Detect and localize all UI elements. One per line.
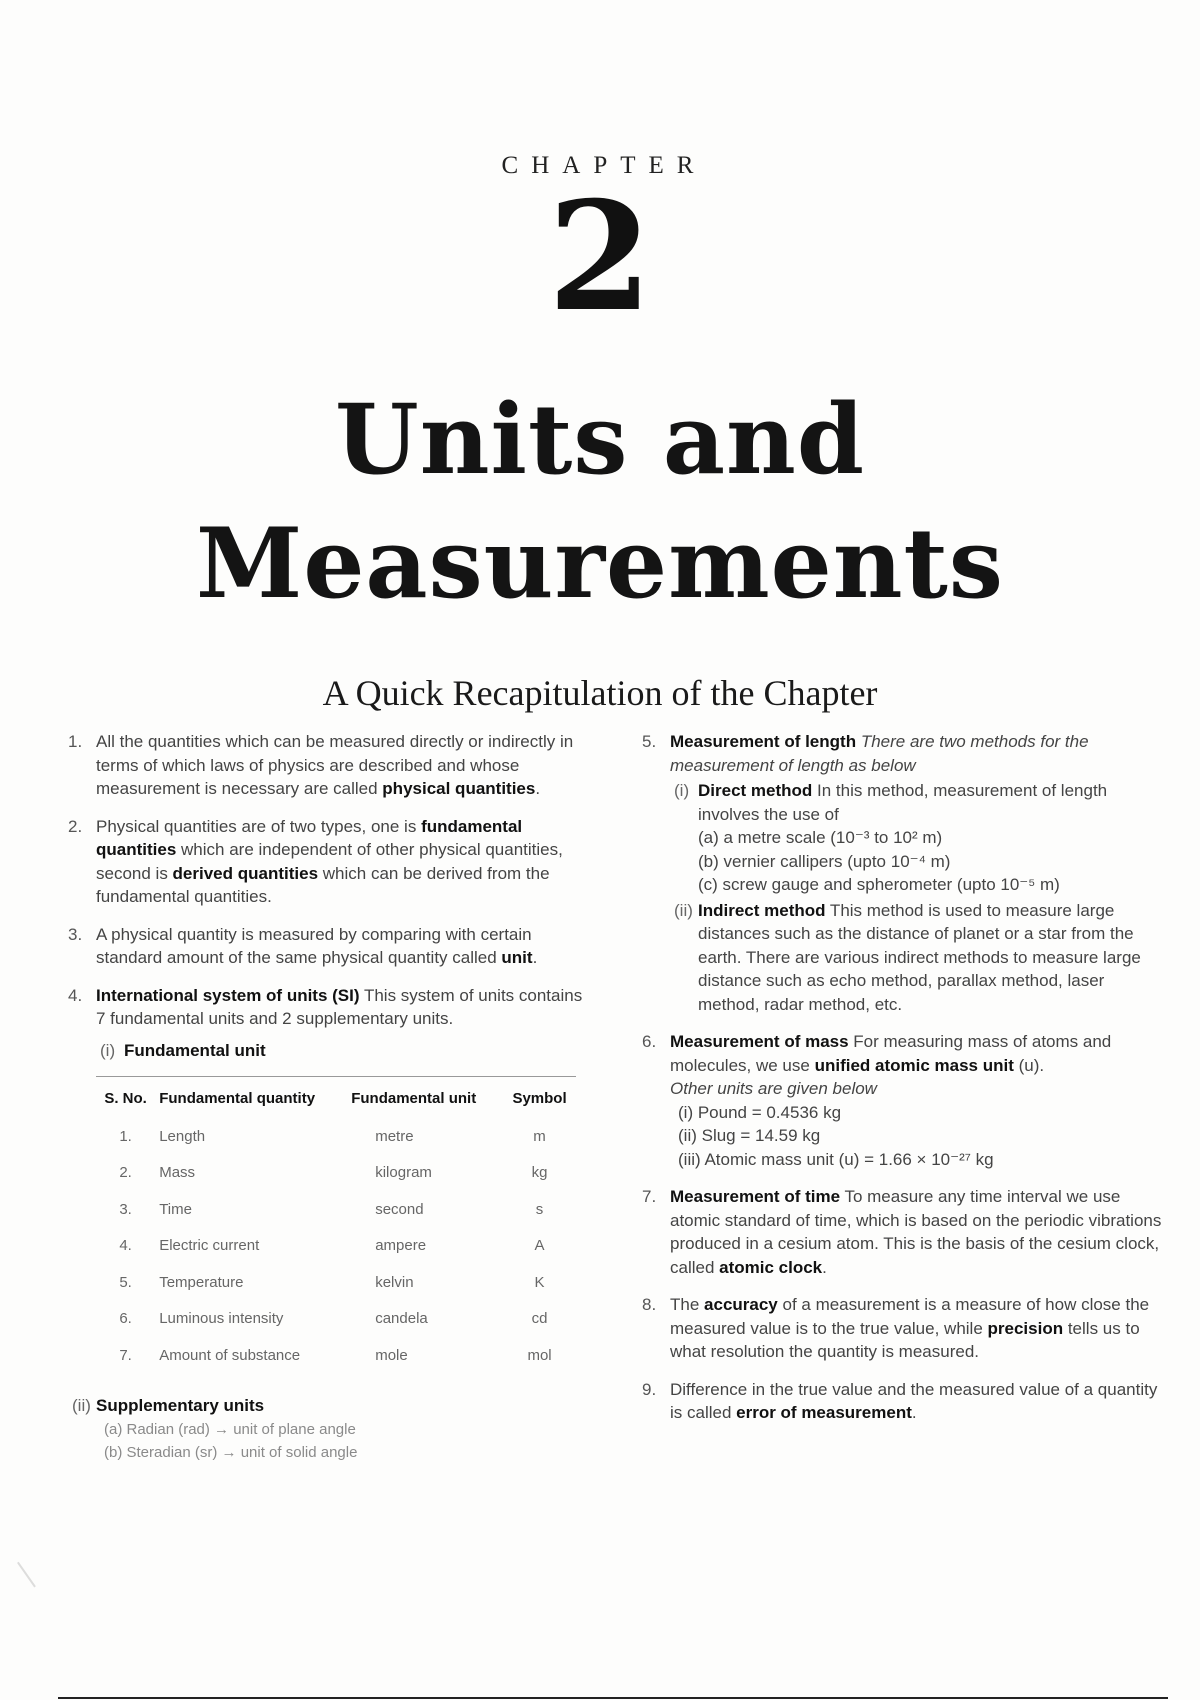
key-term: accuracy: [704, 1295, 778, 1314]
serial-number-cell: 5.: [119, 1273, 132, 1291]
scan-mark: [17, 1553, 49, 1588]
key-term: Measurement of time: [670, 1187, 841, 1206]
unit-cell: ampere: [375, 1237, 427, 1254]
point-text-end: .: [822, 1257, 827, 1277]
point-text: which are independent of other physical quantities, second is: [96, 840, 563, 883]
point-text: Other units are given below: [670, 1079, 877, 1098]
table-row: [96, 1301, 576, 1338]
point-number: 2.: [68, 816, 83, 836]
point-number: 5.: [642, 732, 657, 751]
supp-unit-b: (b) Steradian (sr) → unit of solid angle: [104, 1444, 358, 1461]
sub-numeral: (i): [674, 781, 690, 800]
serial-number-cell: 4.: [119, 1237, 132, 1254]
point-text: (u).: [1013, 1055, 1045, 1075]
column-header: S. No.: [104, 1090, 147, 1107]
sub-numeral: (i): [100, 1040, 116, 1060]
point-text-end: .: [911, 1403, 917, 1422]
point-text-end: .: [535, 779, 541, 798]
direct-method: [670, 779, 1167, 897]
point-text: This system of units contains 7 fundamental units and 2 supplementary units.: [96, 985, 583, 1028]
point-text: Physical quantities are of two types, one is: [96, 816, 422, 836]
point-4: [68, 984, 588, 1063]
unit-cell: metre: [375, 1127, 414, 1145]
quantity-cell: Length: [159, 1127, 206, 1145]
left-column: [68, 730, 588, 1465]
point-5: [642, 730, 1167, 1016]
sub-numeral: (ii): [674, 900, 693, 920]
serial-number-cell: 2.: [119, 1164, 132, 1181]
point-number: 3.: [68, 924, 83, 944]
serial-number-cell: 3.: [119, 1200, 132, 1218]
symbol-cell: kg: [531, 1164, 548, 1181]
fundamental-units-table: [96, 1076, 576, 1374]
quantity-cell: Electric current: [159, 1237, 260, 1254]
point-2: [68, 815, 588, 909]
unit-cell: kelvin: [375, 1273, 414, 1291]
unit-cell: mole: [375, 1346, 408, 1364]
key-term: error of measurement: [736, 1403, 912, 1422]
point-1: [68, 730, 588, 801]
point-text: of a measurement is a measure of how close the measured value is to the true value, while: [670, 1295, 1150, 1338]
point-text: The: [670, 1295, 705, 1314]
fundamental-unit-heading: [96, 1039, 588, 1063]
section-heading: A Quick Recapitulation of the Chapter: [322, 673, 878, 713]
key-term: precision: [987, 1318, 1064, 1338]
point-text: To measure any time interval we use atomic standard of time, which is based on the periodic vibrations produced in a cesium atom. This is the basis of the cesium clock, called: [670, 1187, 1162, 1277]
supplementary-units: [68, 1394, 588, 1465]
point-text: In this method, measurement of length involves the use of: [698, 781, 1108, 824]
key-term: Measurement of length: [670, 732, 857, 751]
table-row: [96, 1265, 576, 1302]
quantity-cell: Temperature: [159, 1273, 244, 1291]
symbol-cell: s: [535, 1200, 544, 1218]
chapter-number: 2: [547, 169, 653, 345]
key-term: unified atomic mass unit: [814, 1055, 1014, 1075]
point-number: 7.: [642, 1187, 657, 1206]
key-term: Measurement of mass: [670, 1032, 849, 1051]
mass-units: [670, 1101, 1167, 1172]
unit-cell: second: [375, 1200, 424, 1218]
key-term: International system of units (SI): [96, 985, 360, 1005]
serial-number-cell: 7.: [119, 1346, 132, 1364]
point-number: 9.: [642, 1379, 657, 1399]
serial-number-cell: 6.: [119, 1310, 132, 1327]
chapter-title-line1: Units and: [335, 383, 865, 496]
key-term: unit: [501, 948, 533, 967]
point-number: 6.: [642, 1032, 657, 1051]
column-header: Fundamental quantity: [159, 1090, 316, 1107]
key-term: atomic clock: [719, 1257, 823, 1277]
point-8: [642, 1293, 1167, 1364]
table-row: [96, 1228, 576, 1265]
symbol-cell: K: [534, 1273, 545, 1291]
serial-number-cell: 1.: [119, 1127, 132, 1145]
chapter-title: [0, 378, 1200, 626]
mass-unit: (i) Pound = 0.4536 kg: [678, 1102, 842, 1122]
table-header-row: [96, 1077, 576, 1119]
table-row: [96, 1119, 576, 1156]
symbol-cell: mol: [527, 1346, 552, 1364]
quantity-cell: Amount of substance: [159, 1346, 301, 1364]
point-text: Difference in the true value and the measured value of a quantity is called: [670, 1379, 1158, 1422]
table-row: [96, 1155, 576, 1192]
table-row: [96, 1192, 576, 1229]
sub-numeral: (ii): [72, 1396, 91, 1415]
key-term: derived quantities: [172, 863, 319, 883]
point-9: [642, 1378, 1167, 1425]
point-number: 8.: [642, 1295, 657, 1314]
footer-rule: [58, 1697, 1168, 1699]
column-header: Fundamental unit: [351, 1090, 477, 1107]
point-text: which can be derived from the fundamental quantities.: [96, 863, 550, 906]
point-number: 1.: [68, 732, 83, 751]
point-7: [642, 1185, 1167, 1279]
point-text: All the quantities which can be measured directly or indirectly in terms of which laws of physics are described and whose measurement is necessary are called: [96, 732, 574, 798]
symbol-cell: cd: [531, 1310, 548, 1327]
chapter-label: CHAPTER: [501, 152, 707, 179]
point-text: A physical quantity is measured by comparing with certain standard amount of the same physical quantity called: [96, 924, 532, 967]
key-term: Indirect method: [698, 900, 826, 920]
point-text-end: .: [532, 948, 538, 967]
chapter-title-line2: Measurements: [196, 507, 1004, 620]
supp-unit-a: (a) Radian (rad) → unit of plane angle: [104, 1420, 356, 1438]
point-text: This method is used to measure large distances such as the distance of planet or a star from the earth. There are various indirect methods to measure large distance such as echo method, parallax method, laser method, radar method, etc.: [698, 900, 1141, 1014]
quantity-cell: Time: [159, 1200, 192, 1218]
point-3: [68, 923, 588, 970]
unit-cell: candela: [375, 1310, 428, 1327]
method-item: (b) vernier callipers (upto 10⁻⁴ m): [698, 851, 951, 871]
point-number: 4.: [68, 985, 83, 1005]
unit-cell: kilogram: [375, 1164, 432, 1181]
mass-unit: (iii) Atomic mass unit (u) = 1.66 × 10⁻²⁷ kg: [678, 1149, 994, 1169]
quantity-cell: Luminous intensity: [159, 1310, 284, 1327]
point-text: There are two methods for the measurement of length as below: [670, 732, 1089, 775]
sub-heading: Supplementary units: [96, 1396, 265, 1415]
symbol-cell: A: [534, 1237, 545, 1254]
key-term: Direct method: [698, 781, 813, 800]
right-column: [642, 730, 1167, 1439]
point-text: tells us to what resolution the quantity is measured.: [670, 1318, 1140, 1361]
key-term: fundamental quantities: [96, 816, 523, 859]
method-item: (a) a metre scale (10⁻³ to 10² m): [698, 828, 943, 847]
table-row: [96, 1338, 576, 1375]
sub-heading: Fundamental unit: [124, 1040, 266, 1060]
method-item: (c) screw gauge and spherometer (upto 10⁻⁵ m): [698, 875, 1060, 894]
point-text: For measuring mass of atoms and molecules, we use: [670, 1032, 1112, 1075]
symbol-cell: m: [533, 1127, 546, 1145]
key-term: physical quantities: [382, 779, 536, 798]
mass-unit: (ii) Slug = 14.59 kg: [678, 1126, 821, 1145]
indirect-method: [670, 899, 1167, 1017]
quantity-cell: Mass: [159, 1164, 196, 1181]
column-header: Symbol: [512, 1090, 567, 1107]
point-6: [642, 1030, 1167, 1171]
